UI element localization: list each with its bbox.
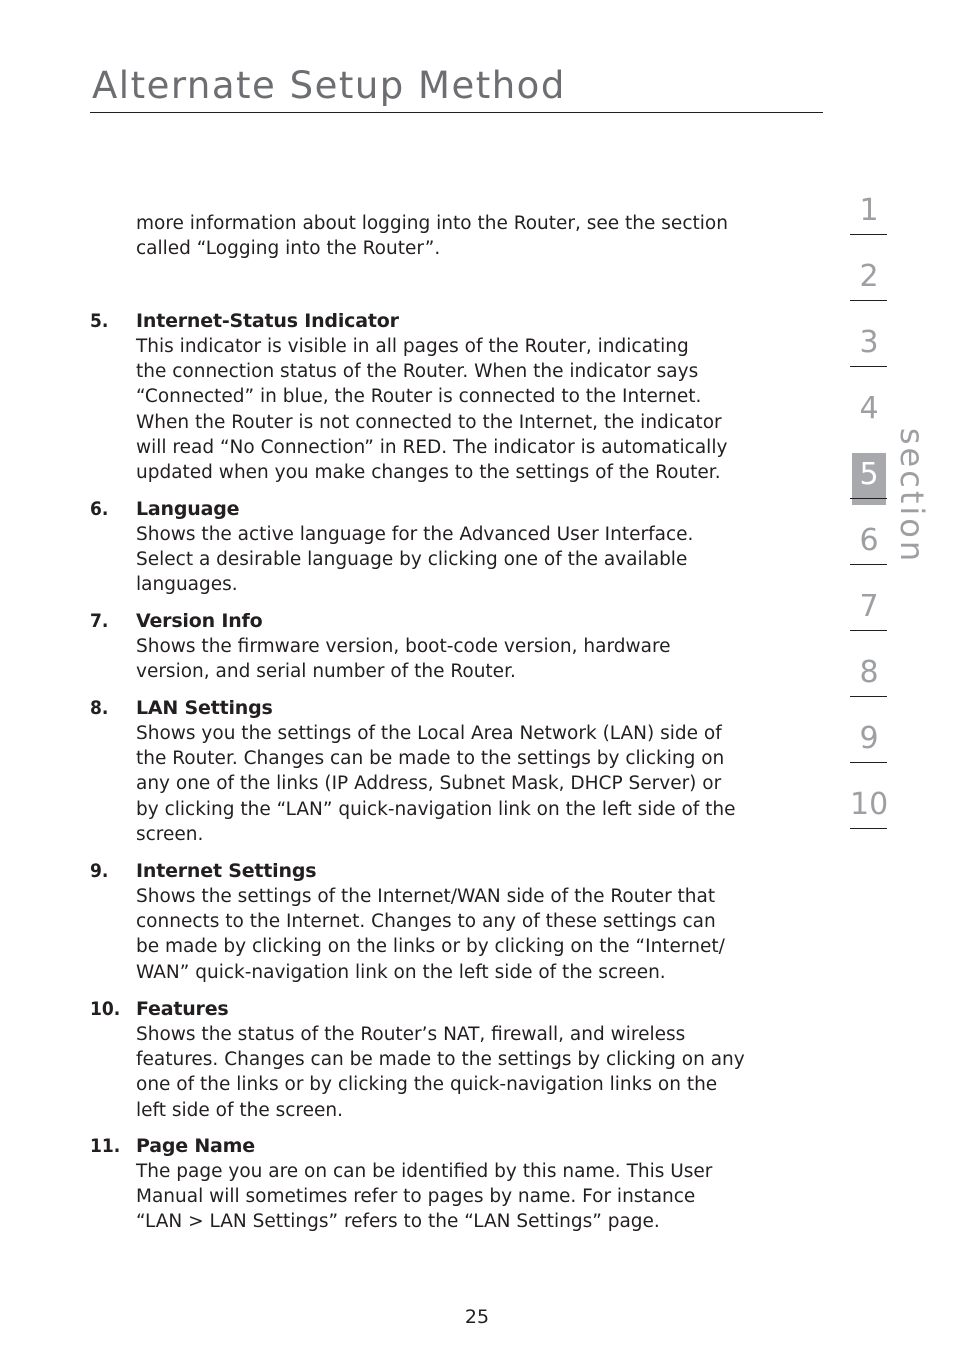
page-title: Alternate Setup Method	[92, 64, 566, 107]
item-description	[136, 884, 810, 985]
section-tab-divider	[850, 234, 887, 235]
item-line: “LAN > LAN Settings” refers to the “LAN Settings” page.	[136, 1211, 660, 1233]
item-description	[136, 1022, 810, 1123]
item-line: be made by clicking on the links or by clicking on the “Internet/	[136, 936, 725, 958]
section-tab-number: 2	[859, 259, 879, 294]
item-line: features. Changes can be made to the settings by clicking on any	[136, 1049, 745, 1071]
item-number: 9.	[90, 860, 109, 882]
section-tab-divider	[850, 762, 887, 763]
section-tab-5-active[interactable]	[850, 449, 888, 515]
list-item-lan-settings	[90, 696, 810, 847]
section-tab-number: 6	[859, 523, 879, 558]
section-tab-number: 8	[859, 655, 879, 690]
item-line: the connection status of the Router. When the indicator says	[136, 361, 699, 383]
section-tab-10[interactable]	[850, 779, 888, 845]
item-line: the Router. Changes can be made to the settings by clicking on	[136, 748, 725, 770]
section-tab-7[interactable]	[850, 581, 888, 647]
item-line: WAN” quick-navigation link on the left side of the screen.	[136, 961, 666, 983]
item-line: languages.	[136, 574, 238, 596]
item-line: Shows the settings of the Internet/WAN side of the Router that	[136, 886, 716, 907]
section-tab-3[interactable]	[850, 317, 888, 383]
item-number: 11.	[90, 1135, 121, 1157]
item-description	[136, 634, 810, 684]
item-line: This indicator is visible in all pages of the Router, indicating	[136, 336, 689, 357]
item-description	[136, 1159, 810, 1235]
item-description	[136, 721, 810, 847]
item-line: any one of the links (IP Address, Subnet Mask, DHCP Server) or	[136, 773, 722, 795]
item-heading: Internet Settings	[136, 860, 317, 882]
section-tab-9[interactable]	[850, 713, 888, 779]
item-heading: LAN Settings	[136, 697, 273, 719]
title-divider	[90, 112, 823, 113]
section-tab-number: 10	[850, 787, 889, 822]
item-number: 8.	[90, 697, 109, 719]
page-number: 25	[464, 1306, 490, 1328]
section-tab-4[interactable]	[850, 383, 888, 449]
section-tab-2[interactable]	[850, 251, 888, 317]
item-line: Manual will sometimes refer to pages by name. For instance	[136, 1186, 696, 1208]
item-line: updated when you make changes to the settings of the Router.	[136, 462, 721, 484]
item-number: 10.	[90, 998, 121, 1020]
section-label	[888, 427, 936, 565]
section-tab-divider	[850, 366, 887, 367]
item-number: 5.	[90, 310, 109, 332]
item-line: Shows the status of the Router’s NAT, firewall, and wireless	[136, 1024, 686, 1045]
section-tab-number: 3	[859, 325, 879, 360]
section-label-text: section	[893, 427, 931, 565]
section-tab-number: 9	[859, 721, 879, 756]
item-line: “Connected” in blue, the Router is connected to the Internet.	[136, 386, 702, 408]
item-heading: Version Info	[136, 610, 263, 632]
item-line: Shows the firmware version, boot-code version, hardware	[136, 636, 671, 657]
section-tab-divider	[850, 828, 887, 829]
item-number: 7.	[90, 610, 109, 632]
item-line: connects to the Internet. Changes to any of these settings can	[136, 911, 716, 933]
item-heading: Internet-Status Indicator	[136, 310, 399, 332]
section-tab-divider	[850, 300, 887, 301]
intro-line: more information about logging into the Router, see the section	[136, 213, 728, 234]
list-item-internet-settings	[90, 859, 810, 985]
list-item-features	[90, 997, 810, 1123]
item-line: screen.	[136, 823, 204, 845]
section-nav	[850, 185, 888, 845]
item-line: left side of the screen.	[136, 1099, 343, 1121]
section-tab-1[interactable]	[850, 185, 888, 251]
item-heading: Features	[136, 998, 229, 1020]
item-line: Select a desirable language by clicking one of the available	[136, 549, 688, 571]
item-line: The page you are on can be identified by this name. This User	[136, 1161, 713, 1182]
item-line: one of the links or by clicking the quick-navigation links on the	[136, 1074, 718, 1096]
item-line: Shows the active language for the Advanced User Interface.	[136, 524, 694, 545]
section-tab-number: 7	[859, 589, 879, 624]
intro-line: called “Logging into the Router”.	[136, 238, 441, 260]
item-description	[136, 334, 810, 485]
section-tab-number: 5	[859, 457, 879, 492]
section-tab-divider	[850, 696, 887, 697]
section-tab-divider	[850, 564, 887, 565]
item-line: When the Router is not connected to the Internet, the indicator	[136, 411, 722, 433]
item-line: by clicking the “LAN” quick-navigation link on the left side of the	[136, 798, 736, 820]
list-item-language	[90, 497, 810, 598]
section-tab-6[interactable]	[850, 515, 888, 581]
item-line: Shows you the settings of the Local Area Network (LAN) side of	[136, 723, 722, 744]
item-line: will read “No Connection” in RED. The indicator is automatically	[136, 436, 728, 458]
item-number: 6.	[90, 498, 109, 520]
item-line: version, and serial number of the Router.	[136, 661, 516, 683]
section-tab-number: 1	[859, 193, 879, 228]
section-tab-divider	[850, 630, 887, 631]
list-item-version-info	[90, 609, 810, 684]
section-tab-divider	[850, 498, 887, 499]
item-heading: Language	[136, 498, 240, 520]
intro-paragraph	[136, 211, 816, 262]
section-tab-8[interactable]	[850, 647, 888, 713]
item-heading: Page Name	[136, 1135, 255, 1157]
list-item-internet-status	[90, 309, 810, 485]
item-description	[136, 522, 810, 598]
list-item-page-name	[90, 1134, 810, 1235]
section-tab-number: 4	[859, 391, 879, 426]
